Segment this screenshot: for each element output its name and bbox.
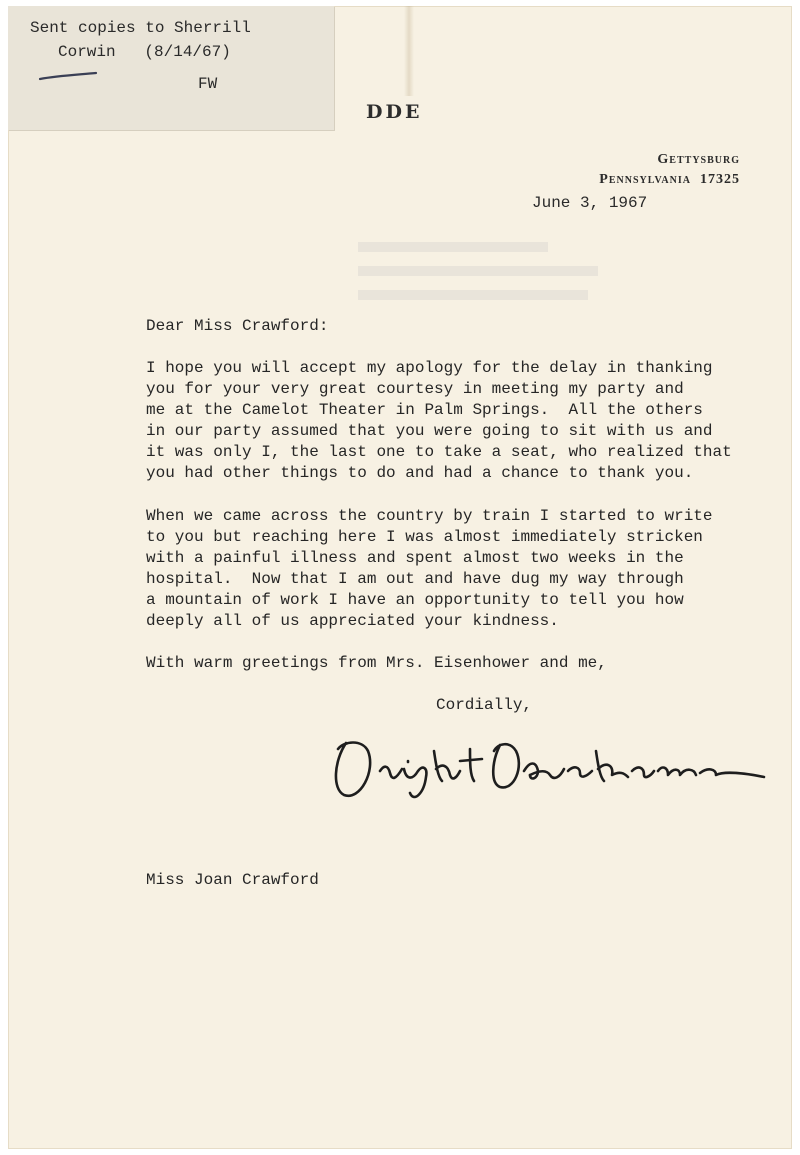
paragraph-1-line: you for your very great courtesy in meeting my party and: [146, 380, 684, 398]
pen-check-mark: [38, 70, 100, 84]
signature-handwritten: [324, 731, 774, 811]
letterhead-state-zip: Pennsylvania 17325: [599, 172, 740, 187]
show-through-marks: [358, 238, 618, 308]
paragraph-2-line: with a painful illness and spent almost two weeks in the: [146, 549, 684, 567]
salutation: Dear Miss Crawford:: [146, 317, 329, 335]
recipient-name: Miss Joan Crawford: [146, 871, 319, 889]
note-initials: FW: [198, 75, 218, 93]
paragraph-1-line: I hope you will accept my apology for the delay in thanking: [146, 359, 713, 377]
sticky-note: [8, 6, 334, 130]
note-line-1: Sent copies to Sherrill: [30, 19, 251, 37]
paragraph-1-line: you had other things to do and had a chance to thank you.: [146, 464, 694, 482]
letter-date: June 3, 1967: [532, 194, 648, 212]
paper-crease: [404, 6, 414, 96]
paragraph-2-line: deeply all of us appreciated your kindness.: [146, 612, 559, 630]
paragraph-1-line: it was only I, the last one to take a seat, who realized that: [146, 443, 732, 461]
letterhead-city: Gettysburg: [657, 152, 740, 167]
paragraph-2-line: a mountain of work I have an opportunity to tell you how: [146, 591, 684, 609]
paragraph-1-line: me at the Camelot Theater in Palm Springs. All the others: [146, 401, 703, 419]
closing: Cordially,: [436, 696, 533, 714]
paragraph-1-line: in our party assumed that you were going to sit with us and: [146, 422, 713, 440]
paragraph-2-line: When we came across the country by train I started to write: [146, 507, 713, 525]
letterhead-monogram: DDE: [366, 101, 423, 123]
letter-page: [8, 6, 792, 1149]
paragraph-3: With warm greetings from Mrs. Eisenhower and me,: [146, 654, 607, 672]
note-line-2: Corwin (8/14/67): [58, 43, 231, 61]
paragraph-2-line: to you but reaching here I was almost immediately stricken: [146, 528, 703, 546]
paragraph-2-line: hospital. Now that I am out and have dug my way through: [146, 570, 684, 588]
